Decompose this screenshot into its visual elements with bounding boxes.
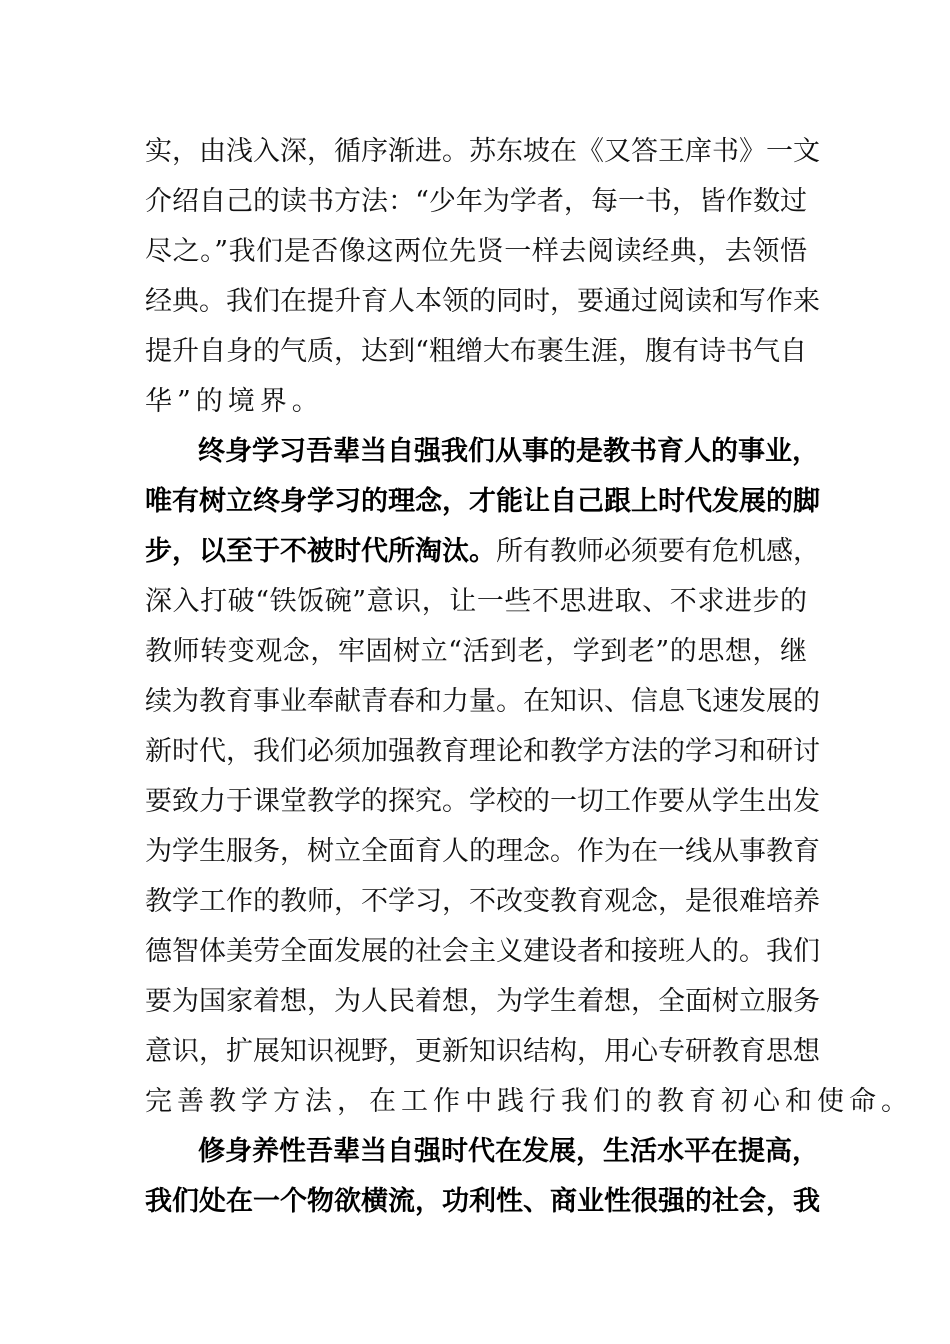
paragraph-2-line-3 (145, 527, 820, 577)
paragraph-1-line-6: 华”的境界。 (145, 386, 324, 417)
paragraph-2-line-8: 要致力于课堂教学的探究。学校的一切工作要从学生出发 (145, 786, 820, 817)
paragraph-3-heading-line-2: 我们处在一个物欲横流，功利性、商业性很强的社会，我 (145, 1186, 820, 1217)
paragraph-1-line-1: 实，由浅入深，循序渐进。苏东坡在《又答王庠书》一文 (145, 136, 820, 167)
paragraph-1-line-4: 经典。我们在提升育人本领的同时，要通过阅读和写作来 (145, 286, 820, 317)
paragraph-2-line-3-rest: 所有教师必须要有危机感， (496, 536, 820, 567)
paragraph-2-line-5: 教师转变观念，牢固树立“活到老，学到老”的思想，继 (145, 636, 807, 667)
paragraph-2-line-13: 意识，扩展知识视野，更新知识结构，用心专研教育思想 (145, 1036, 820, 1067)
paragraph-1-line-5: 提升自身的气质，达到“粗缯大布裹生涯，腹有诗书气自 (145, 336, 807, 367)
paragraph-2-line-11: 德智体美劳全面发展的社会主义建设者和接班人的。我们 (145, 936, 820, 967)
paragraph-1-line-2: 介绍自己的读书方法：“少年为学者，每一书，皆作数过 (145, 186, 807, 217)
paragraph-2-line-4: 深入打破“铁饭碗”意识，让一些不思进取、不求进步的 (145, 586, 807, 617)
paragraph-2-line-14: 完善教学方法，在工作中践行我们的教育初心和使命。 (145, 1086, 913, 1117)
paragraph-2-line-7: 新时代，我们必须加强教育理论和教学方法的学习和研讨 (145, 736, 820, 767)
paragraph-2-line-6: 续为教育事业奉献青春和力量。在知识、信息飞速发展的 (145, 686, 820, 717)
paragraph-2-line-12: 要为国家着想，为人民着想，为学生着想，全面树立服务 (145, 986, 820, 1017)
paragraph-2-line-10: 教学工作的教师，不学习，不改变教育观念，是很难培养 (145, 886, 820, 917)
paragraph-2-heading-line-2: 唯有树立终身学习的理念，才能让自己跟上时代发展的脚 (145, 486, 820, 517)
paragraph-2-heading-end: 步，以至于不被时代所淘汰。 (145, 536, 496, 567)
paragraph-3-heading-line-1: 修身养性吾辈当自强时代在发展，生活水平在提高， (198, 1136, 819, 1167)
paragraph-2-line-9: 为学生服务，树立全面育人的理念。作为在一线从事教育 (145, 836, 820, 867)
paragraph-1-line-3: 尽之。”我们是否像这两位先贤一样去阅读经典，去领悟 (145, 236, 807, 267)
paragraph-2-heading-line-1: 终身学习吾辈当自强我们从事的是教书育人的事业， (198, 436, 819, 467)
